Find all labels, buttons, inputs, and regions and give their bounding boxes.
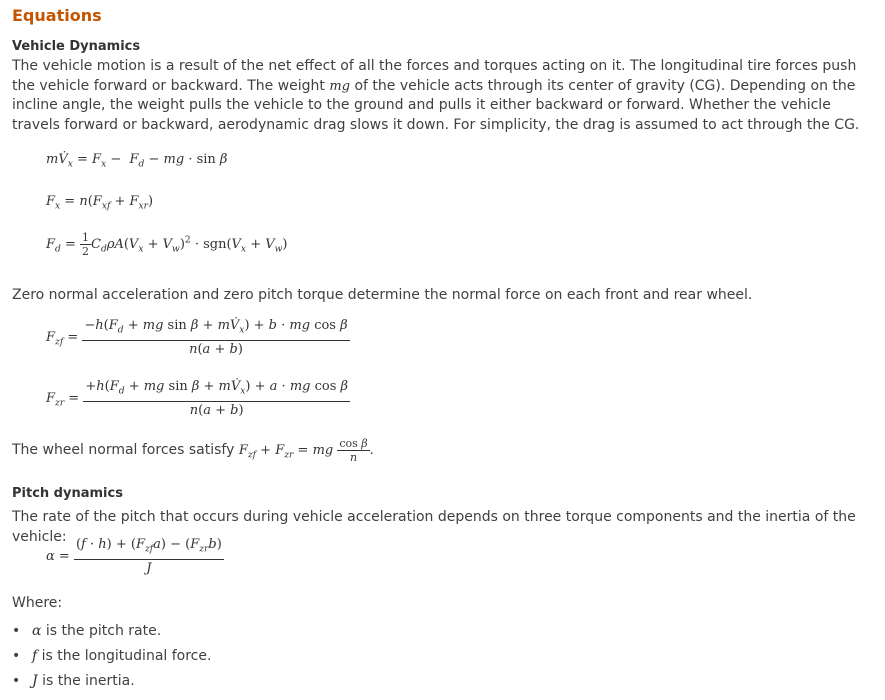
- content: [12, 6, 877, 135]
- list-item: • f is the longitudinal force.: [12, 644, 211, 669]
- equation-7: α = $\frac{(f \cdot h) + (F_{zf}a) - (F_{zr}b)}{J}$: [46, 537, 222, 576]
- equation-1: $mV̇_x = F_x - F_d$ − mg · sin β: [46, 152, 228, 170]
- list-item: • J is the inertia.: [12, 669, 211, 694]
- equation-3: $F_d$ = $\frac{1}{2}$ $C_d\rho A(V_x + V_w)^2 \cdot sgn(V_x + V_w)$: [46, 231, 288, 258]
- pitch-text: The rate of the pitch that occurs during vehicle acceleration depends on three torque components and the inertia of the vehicle:: [12, 509, 856, 545]
- normal-force-text: Zero normal acceleration and zero pitch torque determine the normal force on each front and rear wheel.: [12, 287, 753, 303]
- where-label: Where:: [12, 595, 63, 611]
- section-title-pitch: Pitch dynamics: [12, 486, 123, 501]
- equation-6: $F_{zf} + F_{zr}$ = mg $\frac{\text{cos β}}{n}$ .: [238, 437, 374, 464]
- page-heading: Equations: [12, 6, 102, 25]
- where-list: [12, 619, 211, 694]
- inline-mg: mg: [329, 78, 351, 94]
- section-title-vehicle-dynamics: Vehicle Dynamics: [12, 39, 141, 54]
- vehicle-dynamics-paragraph: The vehicle motion is a result of the net effect of all the forces and torques acting on it. The longitudinal tire forces push the vehicle forward or backward. The weight mg of the vehicle acts through its center of gravity (CG). Depending on the incline angle, the weight pulls the vehicle to the ground and pulls it either backward or forward. Whether the vehicle travels forward or backward, aerodynamic drag slows it down. For simplicity, the drag is assumed to act through the CG.: [12, 58, 860, 133]
- equation-2: $F_x = n(F_{xf} + F_{xr})$: [46, 194, 154, 212]
- satisfy-line: The wheel normal forces satisfy $F_{zf} + F_{zr}$ = mg $\frac{\text{cos β}}{n}$ .: [12, 437, 374, 464]
- list-item: • α is the pitch rate.: [12, 619, 211, 644]
- equation-4: $F_{zf}$ = $\frac{-h(F_d + mg \sin \beta + mV̇_x) + b \cdot mg \cos \beta}{n(a + b)}$: [46, 318, 348, 357]
- equation-5: $F_{zr}$ = $\frac{+h(F_d + mg \sin \beta + mV̇_x) + a \cdot mg \cos \beta}{n(a + b)}$: [46, 379, 349, 418]
